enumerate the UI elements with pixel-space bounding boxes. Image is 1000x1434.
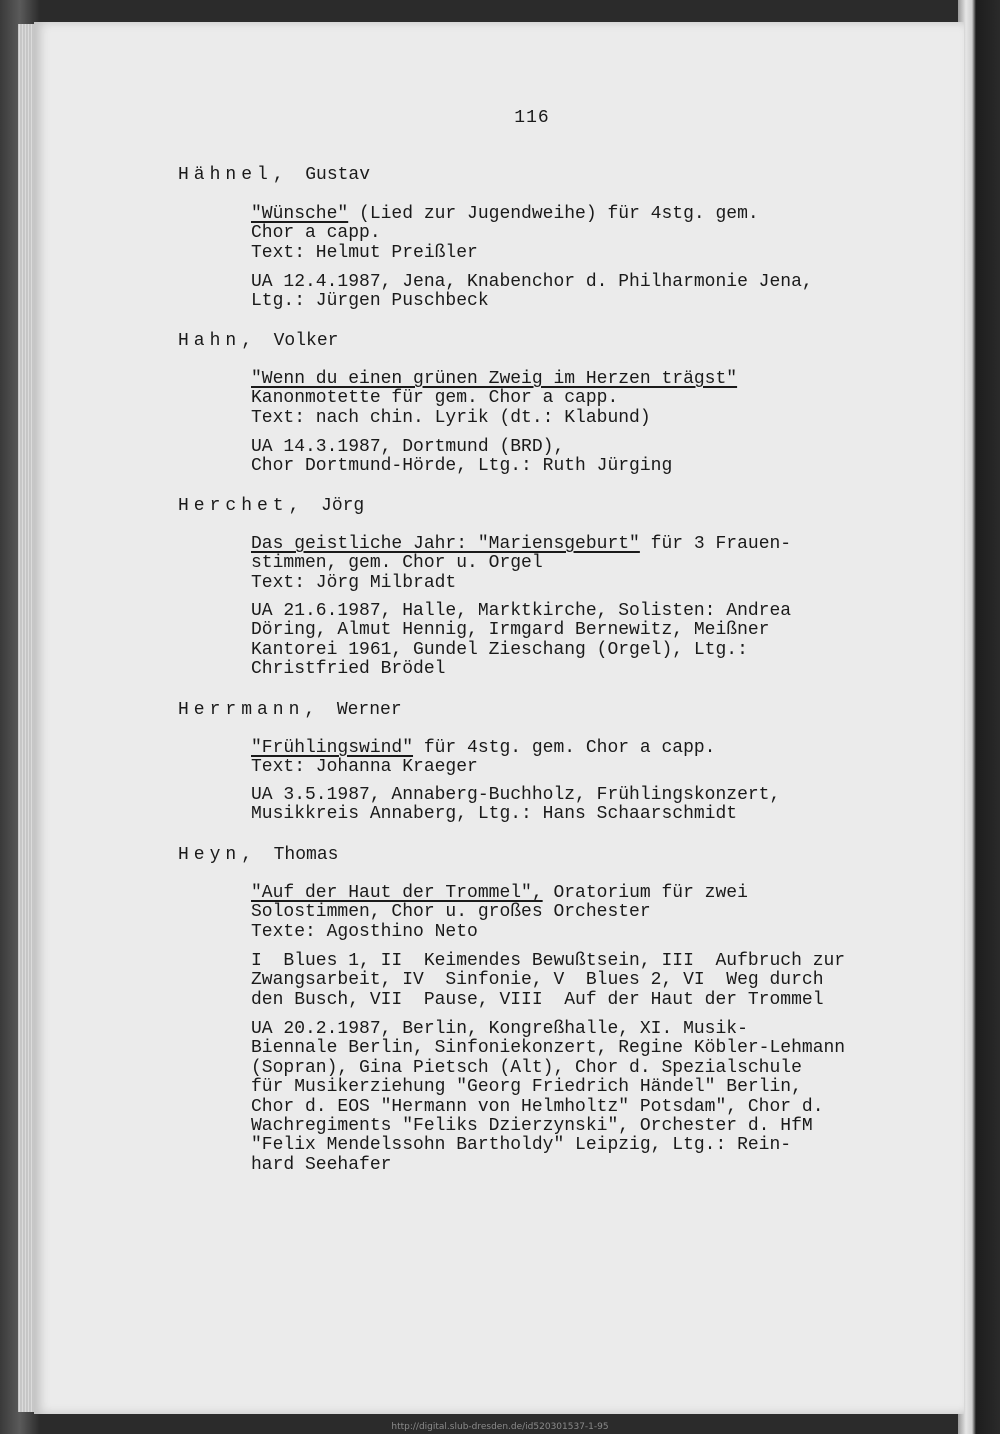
work-line: Das geistliche Jahr: "Mariensgeburt" für 3 Frauen- <box>251 534 792 554</box>
premiere-line: Ltg.: Jürgen Puschbeck <box>251 291 489 312</box>
movements-line: Zwangsarbeit, IV Sinfonie, V Blues 2, VI Weg durch <box>251 970 824 991</box>
work-line: "Wünsche" (Lied zur Jugendweihe) für 4stg. gem. <box>251 204 759 224</box>
premiere-line: für Musikerziehung "Georg Friedrich Händel" Berlin, <box>251 1077 802 1098</box>
book-right-edge <box>958 0 1000 1434</box>
premiere-line: Christfried Brödel <box>251 659 446 680</box>
composer-surname: Hahn <box>178 331 242 351</box>
premiere-line: "Felix Mendelssohn Bartholdy" Leipzig, Ltg.: Rein- <box>251 1135 792 1156</box>
work-text-line: Text: Johanna Kraeger <box>251 757 478 778</box>
work-text-line: Text: nach chin. Lyrik (dt.: Klabund) <box>251 407 651 428</box>
premiere-line: Musikkreis Annaberg, Ltg.: Hans Schaarschmidt <box>251 804 738 825</box>
composer-given-name: Volker <box>273 331 339 351</box>
premiere-line: UA 12.4.1987, Jena, Knabenchor d. Philharmonie Jena, <box>251 272 813 292</box>
premiere-line: Chor d. EOS "Hermann von Helmholtz" Potsdam", Chor d. <box>251 1096 824 1117</box>
work-line: "Auf der Haut der Trommel", Oratorium für zwei <box>251 883 748 903</box>
work-block <box>251 884 911 942</box>
movements-line: den Busch, VII Pause, VIII Auf der Haut der Trommel <box>251 989 824 1010</box>
premiere-line: (Sopran), Gina Pietsch (Alt), Chor d. Spezialschule <box>251 1057 802 1078</box>
work-title: "Frühlingswind" <box>251 738 414 758</box>
work-block <box>251 535 911 593</box>
work-title: "Wünsche" <box>251 204 349 224</box>
work-line <box>251 370 911 389</box>
premiere-block <box>251 273 911 312</box>
work-line: stimmen, gem. Chor u. Orgel <box>251 553 543 574</box>
work-title: Das geistliche Jahr: "Mariensgeburt" <box>251 534 640 554</box>
premiere-block <box>251 438 911 477</box>
composer-surname: Herchet <box>178 496 289 516</box>
composer-surname: Herrmann <box>178 700 305 720</box>
work-line: Kanonmotette für gem. Chor a capp. <box>251 388 619 409</box>
movements-line: I Blues 1, II Keimendes Bewußtsein, III Aufbruch zur <box>251 951 846 971</box>
work-title: "Auf der Haut der Trommel", <box>251 883 543 903</box>
work-text-line: Texte: Agosthino Neto <box>251 921 478 942</box>
premiere-line: Döring, Almut Hennig, Irmgard Bernewitz, Meißner <box>251 620 770 641</box>
composer-given-name: Gustav <box>305 165 371 185</box>
premiere-block <box>251 602 911 680</box>
composer-heading: Herchet, Jörg <box>178 496 365 516</box>
composer-given-name: Werner <box>336 700 402 720</box>
premiere-line: Kantorei 1961, Gundel Zieschang (Orgel), Ltg.: <box>251 639 748 660</box>
premiere-line: UA 3.5.1987, Annaberg-Buchholz, Frühlingskonzert, <box>251 785 781 805</box>
work-title: "Wenn du einen grünen Zweig im Herzen trägst" <box>251 369 738 389</box>
premiere-line: hard Seehafer <box>251 1154 392 1175</box>
premiere-line: UA 14.3.1987, Dortmund (BRD), <box>251 437 565 457</box>
composer-surname: Heyn <box>178 845 242 865</box>
composer-heading: Hähnel, Gustav <box>178 165 371 185</box>
premiere-block <box>251 1020 911 1175</box>
composer-heading: Heyn, Thomas <box>178 845 339 865</box>
premiere-line: UA 21.6.1987, Halle, Marktkirche, Solisten: Andrea <box>251 601 792 621</box>
work-line: Solostimmen, Chor u. großes Orchester <box>251 902 651 923</box>
composer-given-name: Thomas <box>273 845 339 865</box>
work-line: Chor a capp. <box>251 223 381 244</box>
premiere-line: Biennale Berlin, Sinfoniekonzert, Regine Köbler-Lehmann <box>251 1038 846 1059</box>
work-text-line: Text: Jörg Milbradt <box>251 572 457 593</box>
movements-block <box>251 952 911 1010</box>
work-block <box>251 739 911 778</box>
footer-url: http://digital.slub-dresden.de/id520301537-1-95 <box>391 1422 609 1432</box>
premiere-line: UA 20.2.1987, Berlin, Kongreßhalle, XI. Musik- <box>251 1019 748 1039</box>
work-block <box>251 370 911 428</box>
premiere-line: Wachregiments "Feliks Dzierzynski", Orchester d. HfM <box>251 1116 813 1137</box>
composer-heading: Herrmann, Werner <box>178 700 402 720</box>
composer-surname: Hähnel <box>178 165 273 185</box>
work-block <box>251 205 911 263</box>
composer-given-name: Jörg <box>321 496 365 516</box>
composer-heading: Hahn, Volker <box>178 331 339 351</box>
work-line: "Frühlingswind" für 4stg. gem. Chor a capp. <box>251 738 716 758</box>
work-text-line: Text: Helmut Preißler <box>251 242 478 263</box>
premiere-block <box>251 786 911 825</box>
premiere-line: Chor Dortmund-Hörde, Ltg.: Ruth Jürging <box>251 456 673 477</box>
page-number: 116 <box>514 108 550 128</box>
